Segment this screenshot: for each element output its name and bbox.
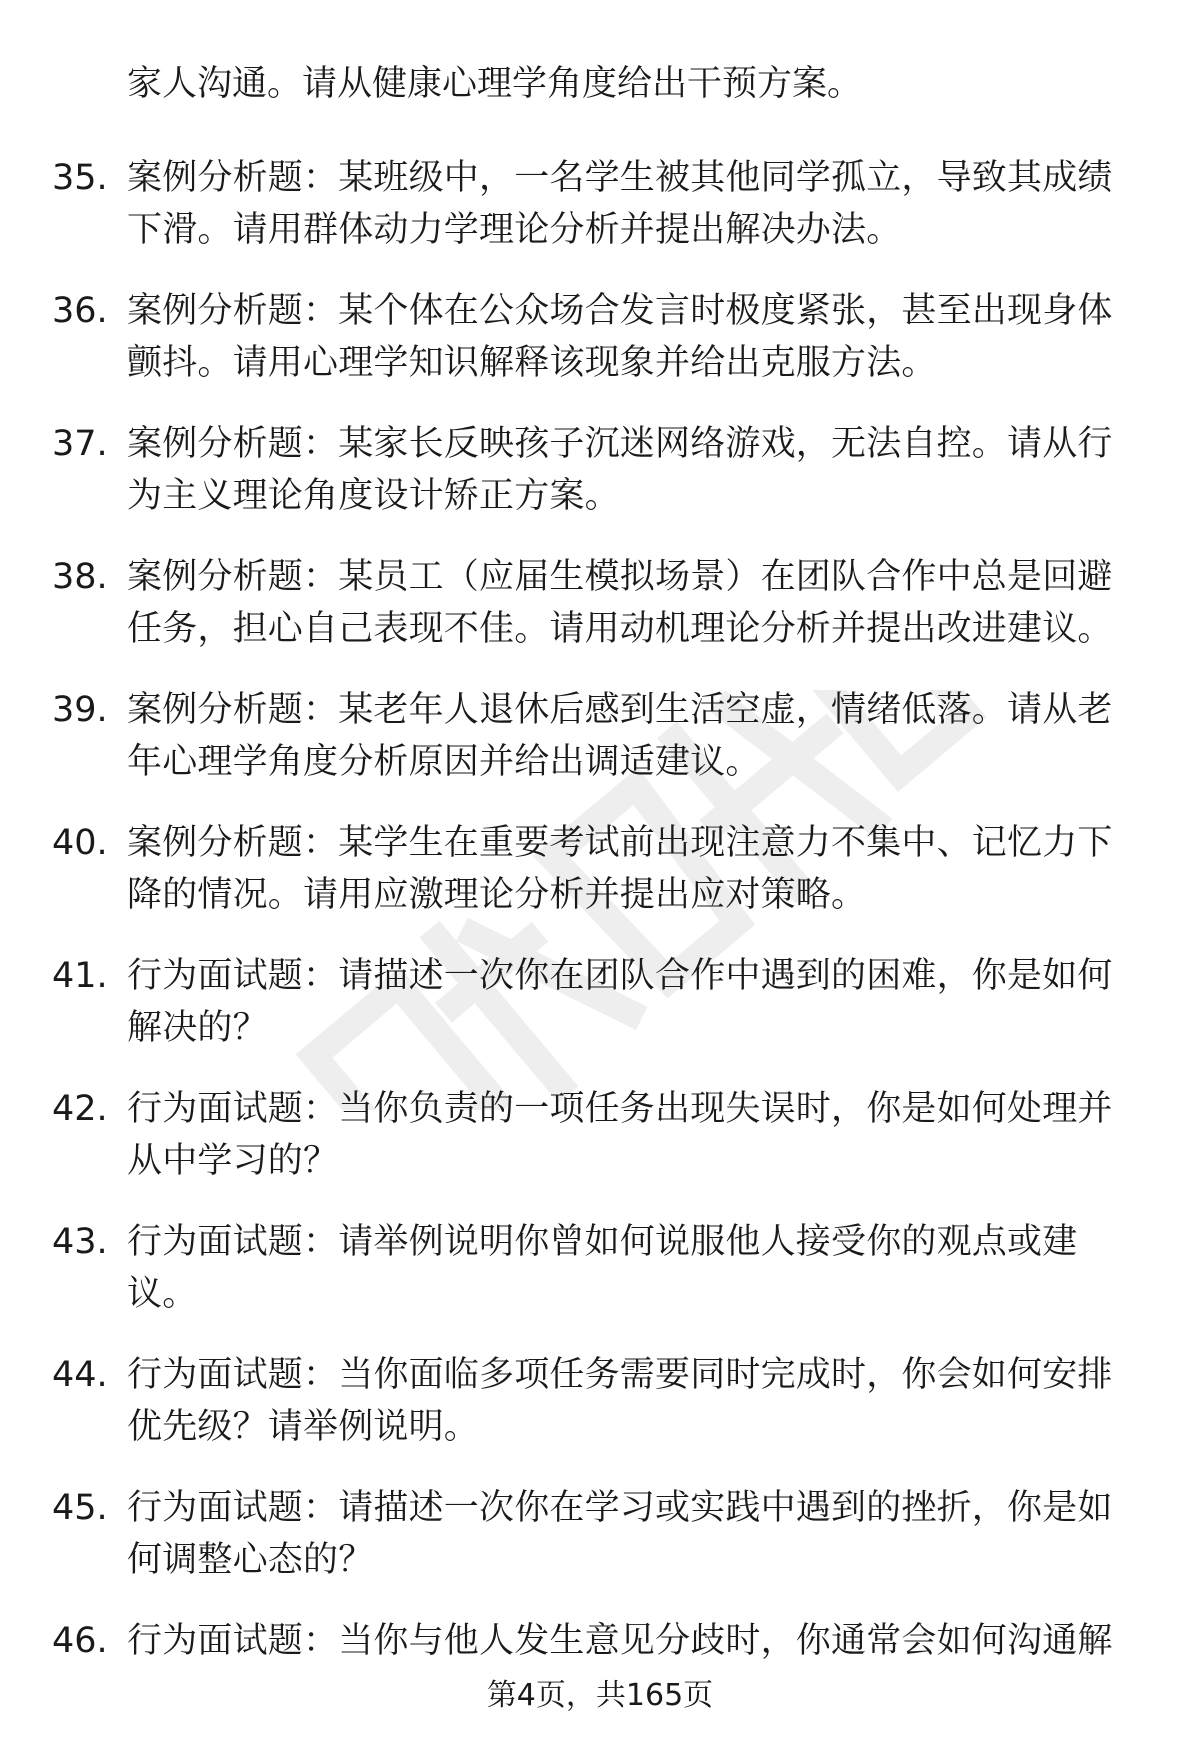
question-text: 行为面试题：请描述一次你在学习或实践中遇到的挫折，你是如何调整心态的？ — [127, 1488, 1113, 1580]
page-footer: 第4页，共165页 — [486, 1678, 714, 1713]
question-text: 行为面试题：当你面临多项任务需要同时完成时，你会如何安排优先级？请举例说明。 — [127, 1355, 1113, 1447]
list-item — [0, 1349, 1200, 1482]
question-number: 40. — [52, 823, 108, 863]
question-number: 39. — [52, 690, 108, 730]
question-text: 案例分析题：某员工（应届生模拟场景）在团队合作中总是回避任务，担心自己表现不佳。请用动机理论分析并提出改进建议。 — [127, 557, 1113, 649]
question-number: 42. — [52, 1089, 108, 1129]
list-item — [0, 817, 1200, 950]
question-text: 行为面试题：请举例说明你曾如何说服他人接受你的观点或建议。 — [127, 1222, 1078, 1314]
list-item — [0, 285, 1200, 418]
question-number: 36. — [52, 291, 108, 331]
question-text: 案例分析题：某学生在重要考试前出现注意力不集中、记忆力下降的情况。请用应激理论分析并提出应对策略。 — [127, 823, 1113, 915]
question-text: 行为面试题：当你与他人发生意见分歧时，你通常会如何沟通解 — [127, 1621, 1113, 1661]
list-item — [0, 418, 1200, 551]
list-item — [0, 684, 1200, 817]
question-text: 案例分析题：某班级中，一名学生被其他同学孤立，导致其成绩下滑。请用群体动力学理论分析并提出解决办法。 — [127, 158, 1113, 250]
question-text: 行为面试题：当你负责的一项任务出现失误时，你是如何处理并从中学习的？ — [127, 1089, 1113, 1181]
question-text: 案例分析题：某个体在公众场合发言时极度紧张，甚至出现身体颤抖。请用心理学知识解释该现象并给出克服方法。 — [127, 291, 1113, 383]
continuation-text: 家人沟通。请从健康心理学角度给出干预方案。 — [127, 64, 863, 104]
question-number: 44. — [52, 1355, 108, 1395]
list-item — [0, 950, 1200, 1083]
question-number: 37. — [52, 424, 108, 464]
question-number: 46. — [52, 1621, 108, 1661]
list-item — [0, 1482, 1200, 1615]
list-item — [0, 1083, 1200, 1216]
question-text: 案例分析题：某家长反映孩子沉迷网络游戏，无法自控。请从行为主义理论角度设计矫正方案。 — [127, 424, 1113, 516]
question-number: 41. — [52, 956, 108, 996]
question-number: 45. — [52, 1488, 108, 1528]
question-list — [0, 152, 1200, 1748]
list-item — [0, 1216, 1200, 1349]
question-text: 案例分析题：某老年人退休后感到生活空虚，情绪低落。请从老年心理学角度分析原因并给出调适建议。 — [127, 690, 1113, 782]
question-number: 35. — [52, 158, 108, 198]
list-item — [0, 551, 1200, 684]
list-item — [0, 152, 1200, 285]
question-number: 38. — [52, 557, 108, 597]
question-text: 行为面试题：请描述一次你在团队合作中遇到的困难，你是如何解决的？ — [127, 956, 1113, 1048]
question-number: 43. — [52, 1222, 108, 1262]
